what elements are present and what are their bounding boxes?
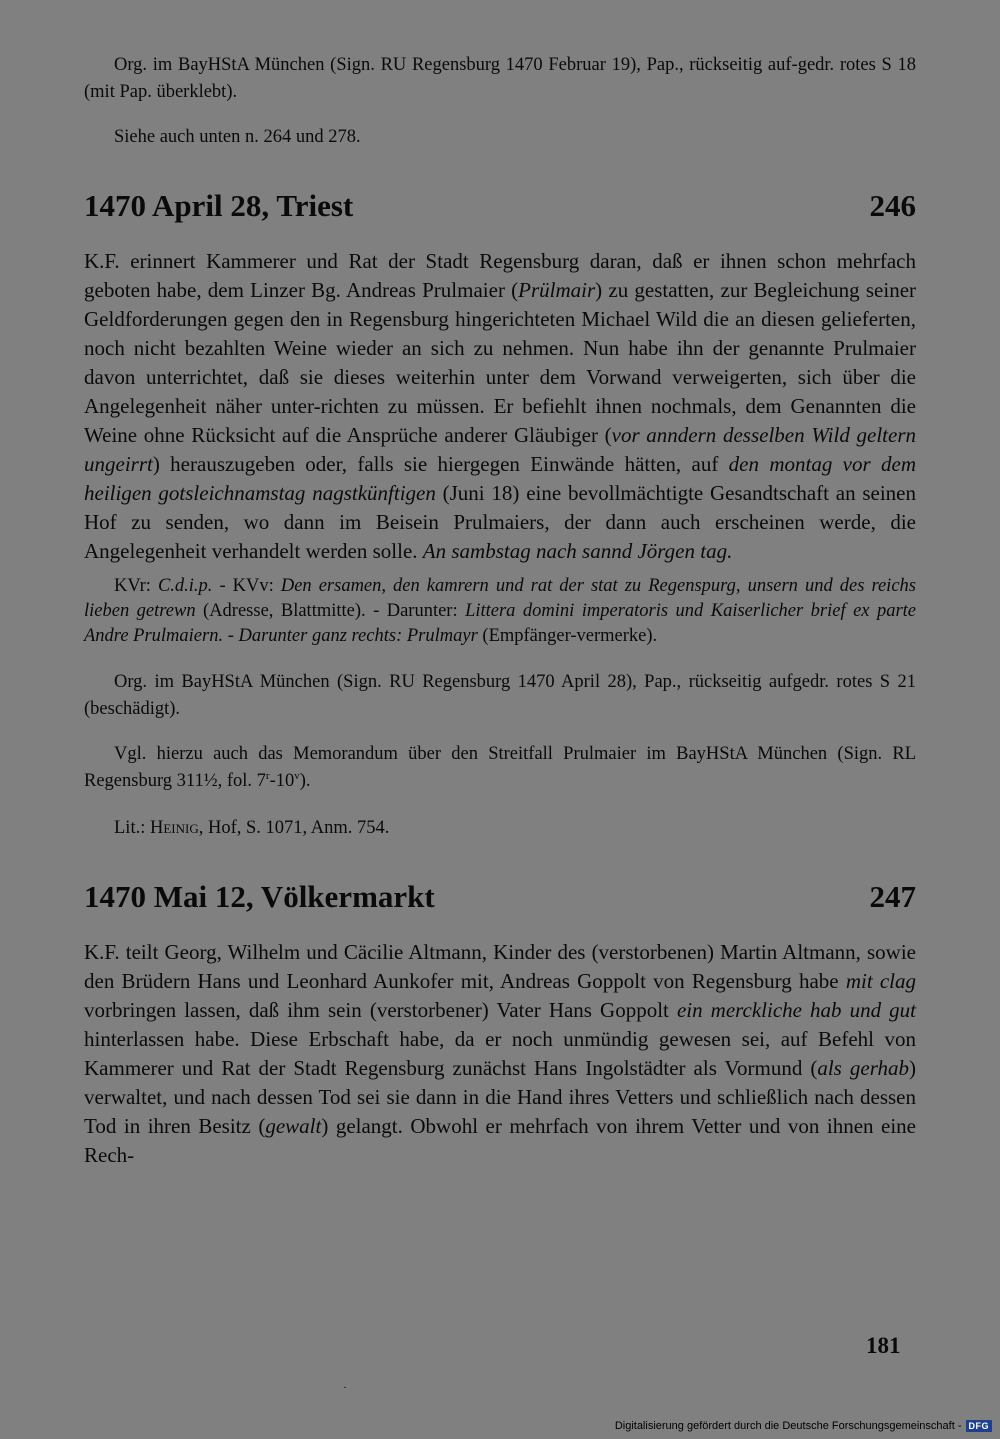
entry-247-body: K.F. teilt Georg, Wilhelm und Cäcilie Altmann, Kinder des (verstorbenen) Martin Altmann, sowie den Brüdern Hans und Leonhard Aunkofer mit, Andreas Goppolt von Regensburg habe mit clag vorbringen lassen, daß ihm sein (verstorbener) Vater Hans Goppolt ein merckliche hab und gut hinterlassen habe. Diese Erbschaft habe, da er noch unmündig gewesen sei, auf Befehl von Kammerer und Rat der Stadt Regensburg zunächst Hans Ingolstädter als Vormund (als gerhab) verwaltet, und nach dessen Tod sei sie dann in die Hand ihres Vetters und schließlich nach dessen Tod in ihren Besitz (gewalt) gelangt. Obwohl er mehrfach von ihrem Vetter und von ihnen eine Rech- xyxy=(84,940,916,1167)
footer-text: Digitalisierung gefördert durch die Deutsche Forschungsgemeinschaft - xyxy=(614,1420,962,1432)
scan-speck: · xyxy=(343,1380,347,1394)
see-also-note: Siehe auch unten n. 264 und 278. xyxy=(114,127,361,147)
entry-246-body: K.F. erinnert Kammerer und Rat der Stadt Regensburg daran, daß er ihnen schon mehrfach geboten habe, dem Linzer Bg. Andreas Prulmaier (Prülmair) zu gestatten, zur Begleichung seiner Geldforderungen gegen den in Regensburg hingerichteten Michael Wild die an diesen gelieferten, noch nicht bezahlten Weine wieder an sich zu nehmen. Nun habe ihn der genannte Prulmaier davon unterrichtet, daß sie dieses weiterhin unter dem Vorwand verweigerten, sich über die Angelegenheit näher unter-richten zu müssen. Er befiehlt ihnen nochmals, dem Genannten die Weine ohne Rücksicht auf die Ansprüche anderer Gläubiger (vor anndern desselben Wild geltern ungeirrt) herauszugeben oder, falls sie hiergegen Einwände hätten, auf den montag vor dem heiligen gotsleichnamstag nagstkünftigen (Juni 18) eine bevollmächtigte Gesandtschaft an seinen Hof zu senden, wo dann im Beisein Prulmaiers, der dann auch erscheinen werde, die Angelegenheit verhandelt werden solle. An sambstag nach sannd Jörgen tag. xyxy=(84,249,917,563)
footer-credit xyxy=(615,1420,992,1432)
document-page xyxy=(84,52,916,1170)
entry-246-original: Org. im BayHStA München (Sign. RU Regensburg 1470 April 28), Pap., rückseitig aufgedr. rotes S 21 (beschädigt). xyxy=(84,672,916,719)
entry-247-title: 1470 Mai 12, Völkermarkt xyxy=(84,879,435,914)
entry-247-heading xyxy=(84,878,916,916)
entry-246-kanzleivermerk: KVr: C.d.i.p. - KVv: Den ersamen, den kamrern und rat der stat zu Regenspurg, unsern und des reichs lieben getrewn (Adresse, Blattmitte). - Darunter: Littera domini imperatoris und Kaiserlicher brief ex parte Andre Prulmaiern. - Darunter ganz rechts: Prulmayr (Empfänger-vermerke). xyxy=(84,576,916,646)
dfg-logo-icon: DFG xyxy=(966,1420,993,1432)
entry-246-vgl: Vgl. hierzu auch das Memorandum über den Streitfall Prulmaier im BayHStA München (Sign. RL Regensburg 311½, fol. 7$^r$-10$^v$). xyxy=(84,744,916,791)
entry-247-number: 247 xyxy=(869,879,916,914)
top-note: Org. im BayHStA München (Sign. RU Regensburg 1470 Februar 19), Pap., rückseitig auf-gedr. rotes S 18 (mit Pap. überklebt). xyxy=(84,55,916,102)
entry-246-literature: Lit.: Heinig, Hof, S. 1071, Anm. 754. xyxy=(114,818,390,838)
page-number: 181 xyxy=(866,1333,901,1358)
entry-246-heading xyxy=(84,187,916,225)
entry-246-number: 246 xyxy=(869,188,916,223)
entry-246-title: 1470 April 28, Triest xyxy=(84,188,354,223)
